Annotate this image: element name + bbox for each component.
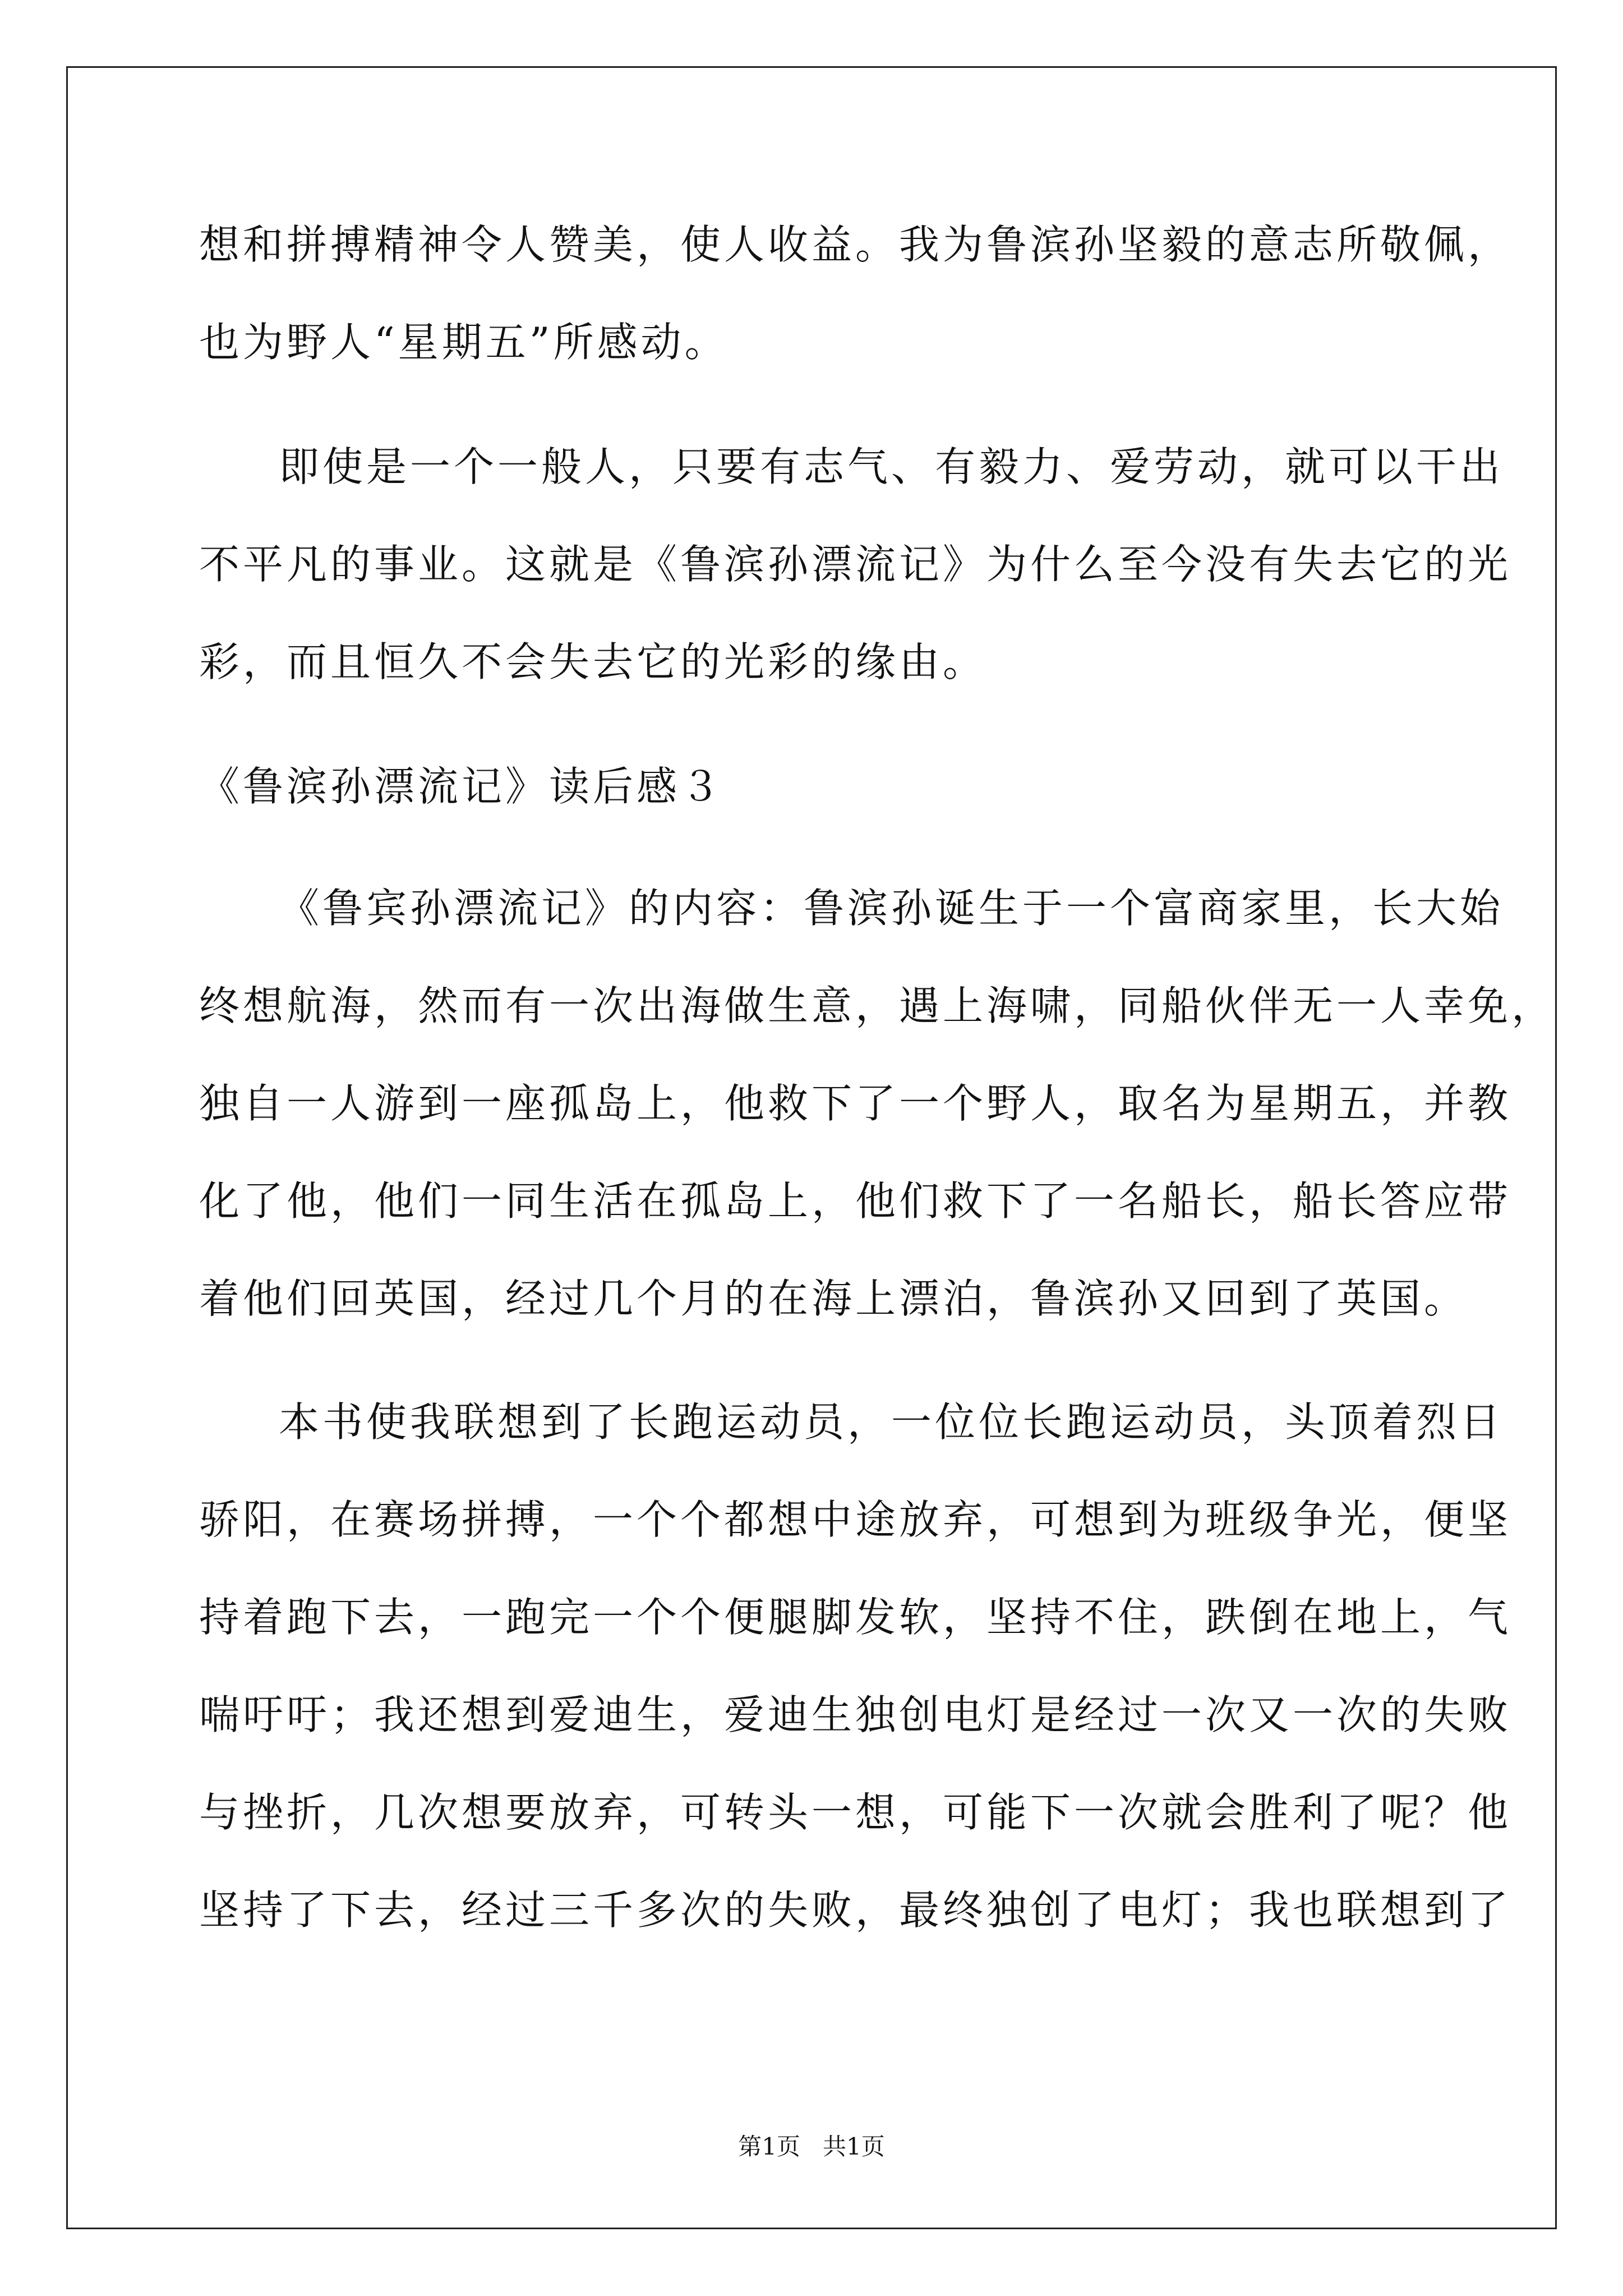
page-total: 共1页 — [823, 2133, 885, 2160]
text-line: 骄阳，在赛场拼搏，一个个都想中途放弃，可想到为班级争光，便坚 — [199, 1496, 1512, 1543]
text-line: 想和拼搏精神令人赞美，使人收益。我为鲁滨孙坚毅的意志所敬佩， — [199, 221, 1512, 268]
text-line: 也为野人“星期五”所感动。 — [199, 319, 728, 366]
text-line: 坚持了下去，经过三千多次的失败，最终独创了电灯；我也联想到了 — [199, 1887, 1512, 1934]
text-line: 彩，而且恒久不会失去它的光彩的缘由。 — [199, 638, 987, 685]
text-line: 终想航海，然而有一次出海做生意，遇上海啸，同船伙伴无一人幸免， — [199, 982, 1556, 1029]
paragraph-start-line: 本书使我联想到了长跑运动员，一位位长跑运动员，头顶着烈日 — [279, 1398, 1504, 1446]
section-heading: 《鲁滨孙漂流记》读后感３ — [199, 763, 725, 810]
text-line: 独自一人游到一座孤岛上，他救下了一个野人，取名为星期五，并教 — [199, 1080, 1512, 1127]
text-line: 不平凡的事业。这就是《鲁滨孙漂流记》为什么至今没有失去它的光 — [199, 541, 1512, 588]
paragraph-start-line: 《鲁宾孙漂流记》的内容：鲁滨孙诞生于一个富商家里，长大始 — [279, 885, 1504, 932]
text-line: 喘吁吁；我还想到爱迪生，爱迪生独创电灯是经过一次又一次的失败 — [199, 1691, 1512, 1738]
text-line: 持着跑下去，一跑完一个个便腿脚发软，坚持不住，跌倒在地上，气 — [199, 1594, 1512, 1641]
page-footer — [0, 2133, 1623, 2161]
text-line: 与挫折，几次想要放弃，可转头一想，可能下一次就会胜利了呢？他 — [199, 1789, 1512, 1836]
text-line: 化了他，他们一同生活在孤岛上，他们救下了一名船长，船长答应带 — [199, 1177, 1512, 1225]
text-line: 着他们回英国，经过几个月的在海上漂泊，鲁滨孙又回到了英国。 — [199, 1275, 1468, 1322]
paragraph-start-line: 即使是一个一般人，只要有志气、有毅力、爱劳动，就可以干出 — [279, 443, 1504, 490]
page-number: 第1页 — [738, 2133, 800, 2160]
